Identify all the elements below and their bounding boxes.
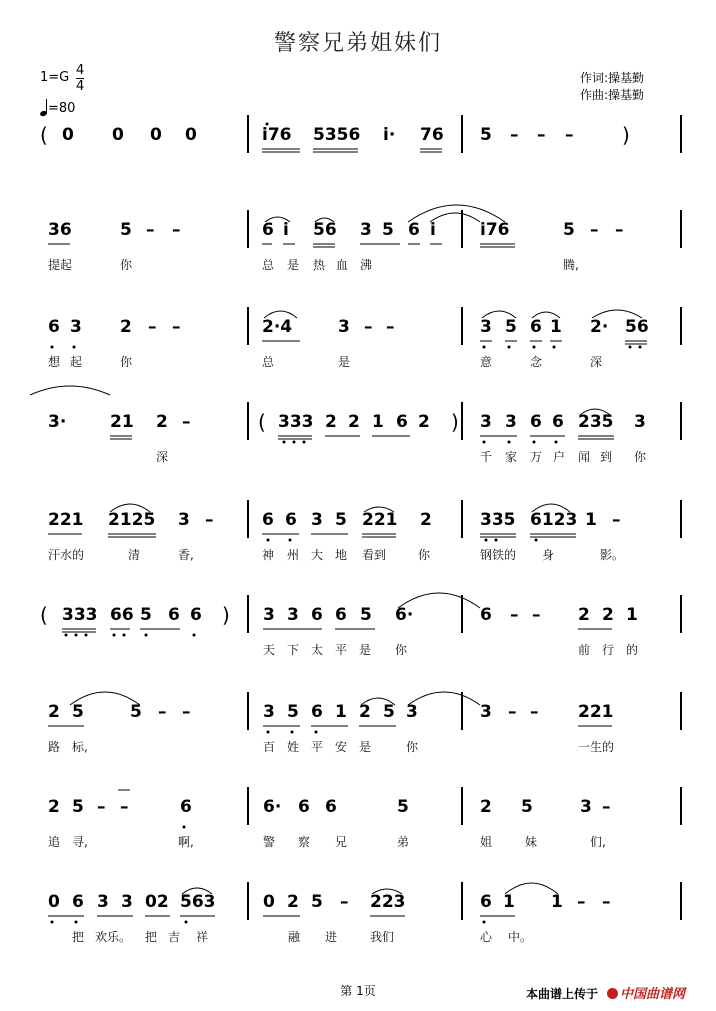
note: 3 <box>406 702 418 722</box>
lyric: 身 <box>542 548 555 562</box>
slur <box>182 888 212 894</box>
note: 6 <box>552 412 564 432</box>
note: 1 <box>551 892 563 912</box>
octave-dot <box>183 826 186 829</box>
note: 21 <box>110 412 134 432</box>
note: 0 <box>263 892 275 912</box>
octave-dot <box>267 731 270 734</box>
octave-dot <box>266 123 269 126</box>
octave-dot <box>555 441 558 444</box>
note: 6 <box>48 317 60 337</box>
slur <box>592 310 642 318</box>
note: 5 <box>311 892 323 912</box>
lyric: 欢乐。 <box>95 930 132 944</box>
lyric: 你 <box>120 258 133 272</box>
octave-dot <box>483 346 486 349</box>
note: 6 <box>396 412 408 432</box>
lyric: 们, <box>590 835 606 849</box>
note: 1 <box>372 412 384 432</box>
note: – <box>172 220 181 240</box>
slur <box>265 217 290 222</box>
note: – <box>120 797 129 817</box>
note: 6 <box>530 317 542 337</box>
close-paren: ) <box>622 123 630 147</box>
slur <box>70 692 140 705</box>
lyric: 千 <box>480 450 493 464</box>
note: 1 <box>626 605 638 625</box>
lyric: 看到 <box>362 548 387 562</box>
octave-dot <box>65 634 68 637</box>
octave-dot <box>289 539 292 542</box>
lyric: 你 <box>395 643 408 657</box>
octave-dot <box>535 539 538 542</box>
octave-dot <box>185 921 188 924</box>
lyric: 警 <box>263 835 276 849</box>
octave-dot <box>51 921 54 924</box>
octave-dot <box>495 539 498 542</box>
time-signature-top: 4 <box>76 63 85 78</box>
note: 335 <box>480 510 516 530</box>
lyric: 深 <box>156 450 169 464</box>
note: 76 <box>420 125 444 145</box>
octave-dot <box>533 346 536 349</box>
key-signature: 1=G <box>40 70 70 85</box>
note: 02 <box>145 892 169 912</box>
close-paren: ) <box>451 410 459 434</box>
slur <box>505 883 558 894</box>
lyric: 起 <box>70 355 83 369</box>
note: 2 <box>578 605 590 625</box>
note: 6· <box>395 605 414 625</box>
note: 2 <box>287 892 299 912</box>
note: 3 <box>287 605 299 625</box>
lyric: 追 <box>48 835 61 849</box>
note: 563 <box>180 892 216 912</box>
octave-dot <box>315 731 318 734</box>
lyric: 你 <box>120 355 133 369</box>
note: 3 <box>70 317 82 337</box>
octave-dot <box>145 634 148 637</box>
octave-dot <box>533 441 536 444</box>
note: 5 <box>397 797 409 817</box>
lyric: 是 <box>359 740 372 754</box>
note: – <box>602 892 611 912</box>
upload-note: 本曲谱上传于 <box>526 987 599 1001</box>
lyric: 意 <box>480 355 493 369</box>
note: 2 <box>480 797 492 817</box>
lyric: 姐 <box>480 835 493 849</box>
note: – <box>602 797 611 817</box>
open-paren: ( <box>40 123 48 147</box>
lyric: 是 <box>338 355 351 369</box>
lyric: 察 <box>298 835 311 849</box>
note: 2 <box>602 605 614 625</box>
note: 6 <box>180 797 192 817</box>
lyric: 大 <box>311 548 324 562</box>
note: 3 <box>505 412 517 432</box>
lyric: 你 <box>634 450 647 464</box>
lyric: 热 <box>313 258 326 272</box>
note: 5 <box>72 702 84 722</box>
note: 6 <box>285 510 297 530</box>
note: 2 <box>156 412 168 432</box>
note: 5 <box>521 797 533 817</box>
note: 223 <box>370 892 406 912</box>
note: 66 <box>110 605 134 625</box>
note: 6123 <box>530 510 578 530</box>
note: 6 <box>298 797 310 817</box>
note: – <box>590 220 599 240</box>
lyric: 天 <box>263 643 276 657</box>
note: – <box>510 605 519 625</box>
note: 6 <box>480 605 492 625</box>
note: 221 <box>578 702 614 722</box>
note: 3 <box>338 317 350 337</box>
octave-dot <box>629 346 632 349</box>
note: – <box>148 317 157 337</box>
note: 0 <box>62 125 74 145</box>
note: 0 <box>48 892 60 912</box>
slur <box>482 311 516 318</box>
note: 3· <box>48 412 67 432</box>
octave-dot <box>291 731 294 734</box>
octave-dot <box>75 634 78 637</box>
note: 3 <box>263 605 275 625</box>
lyric: 妹 <box>525 835 538 849</box>
lyric: 进 <box>325 930 338 944</box>
note: 1 <box>585 510 597 530</box>
open-paren: ( <box>258 410 266 434</box>
note: – <box>565 125 574 145</box>
slur <box>30 386 110 395</box>
note: – <box>508 702 517 722</box>
lyric: 祥 <box>196 930 209 944</box>
note: 56 <box>313 220 337 240</box>
note: 2 <box>348 412 360 432</box>
lyric: 深 <box>590 355 603 369</box>
lyric: 路 <box>48 740 61 754</box>
note: 6 <box>311 702 323 722</box>
slur <box>364 507 394 512</box>
lyric: 你 <box>418 548 431 562</box>
note: – <box>172 317 181 337</box>
slur <box>372 889 402 894</box>
note: – <box>537 125 546 145</box>
lyric: 州 <box>287 548 300 562</box>
lyric: 地 <box>335 548 348 562</box>
lyric: 我们 <box>370 930 395 944</box>
octave-dot <box>303 441 306 444</box>
note: 6 <box>262 510 274 530</box>
lyric: 平 <box>311 740 324 754</box>
octave-dot <box>483 441 486 444</box>
song-title: 警察兄弟姐妹们 <box>273 31 442 56</box>
slur <box>398 593 480 608</box>
note: i̇ <box>430 220 436 240</box>
octave-dot <box>508 441 511 444</box>
page-number: 第 1页 <box>340 984 376 998</box>
note: 6 <box>311 605 323 625</box>
note: 5 <box>335 510 347 530</box>
octave-dot <box>483 921 486 924</box>
lyric: 钢铁的 <box>480 548 517 562</box>
lyric: 百 <box>263 740 276 754</box>
note: 2 <box>48 797 60 817</box>
slur <box>532 504 570 512</box>
note: – <box>146 220 155 240</box>
note: 6 <box>480 892 492 912</box>
note: 3 <box>178 510 190 530</box>
note: i̇76 <box>262 125 292 145</box>
note: – <box>364 317 373 337</box>
note: 5 <box>383 702 395 722</box>
note: – <box>615 220 624 240</box>
lyric: 是 <box>359 643 372 657</box>
octave-dot <box>123 634 126 637</box>
slur <box>110 504 150 512</box>
lyric: 是 <box>287 258 300 272</box>
note: 6 <box>72 892 84 912</box>
lyric: 心 <box>480 930 493 944</box>
note: 5 <box>382 220 394 240</box>
lyric: 户 <box>553 450 566 464</box>
slur <box>580 409 610 415</box>
note: – <box>510 125 519 145</box>
note: 2 <box>48 702 60 722</box>
lyric: 标, <box>72 740 88 754</box>
octave-dot <box>51 346 54 349</box>
note: 3 <box>480 412 492 432</box>
note: 2· <box>590 317 609 337</box>
lyric: 下 <box>287 643 300 657</box>
lyric: 吉 <box>168 930 181 944</box>
octave-dot <box>85 634 88 637</box>
note: – <box>182 412 191 432</box>
close-paren: ) <box>222 603 230 627</box>
slur <box>264 311 297 318</box>
lyric: 提起 <box>48 258 73 272</box>
composer: 作曲:操基勤 <box>580 88 645 102</box>
note: 3 <box>311 510 323 530</box>
lyric: 前 <box>578 643 591 657</box>
note: 1 <box>503 892 515 912</box>
lyric: 腾, <box>563 258 579 272</box>
note: – <box>205 510 214 530</box>
note: 3 <box>97 892 109 912</box>
note: 3 <box>263 702 275 722</box>
octave-dot <box>193 634 196 637</box>
note: 5 <box>360 605 372 625</box>
note: – <box>158 702 167 722</box>
note: 6 <box>530 412 542 432</box>
note: 6· <box>263 797 282 817</box>
octave-dot <box>553 346 556 349</box>
note: 2 <box>359 702 371 722</box>
lyric: 安 <box>335 740 348 754</box>
note: 6 <box>325 797 337 817</box>
lyricist: 作词:操基勤 <box>580 71 645 85</box>
note: – <box>577 892 586 912</box>
lyric: 中。 <box>508 930 533 944</box>
note: 235 <box>578 412 614 432</box>
note: 0 <box>185 125 197 145</box>
lyric: 平 <box>335 643 348 657</box>
lyric: 把 <box>145 930 158 944</box>
note: – <box>340 892 349 912</box>
lyric: 总 <box>262 355 275 369</box>
note: 3 <box>580 797 592 817</box>
lyric: 兄 <box>335 835 348 849</box>
note: 3 <box>634 412 646 432</box>
lyric: 寻, <box>72 835 88 849</box>
note: 5 <box>120 220 132 240</box>
lyric: 你 <box>406 740 419 754</box>
lyric: 香, <box>178 548 194 562</box>
lyric: 的 <box>626 643 639 657</box>
note: 36 <box>48 220 72 240</box>
lyric: 血 <box>336 258 349 272</box>
note: 5 <box>287 702 299 722</box>
slur <box>430 213 480 222</box>
note: 221 <box>362 510 398 530</box>
note: 2 <box>120 317 132 337</box>
note: 6 <box>190 605 202 625</box>
note: 6 <box>262 220 274 240</box>
octave-dot <box>73 346 76 349</box>
note: – <box>386 317 395 337</box>
lyric: 行 <box>602 643 615 657</box>
lyric: 到 <box>600 450 613 464</box>
note: 3 <box>121 892 133 912</box>
open-paren: ( <box>40 603 48 627</box>
lyric: 想 <box>48 355 61 369</box>
note: i̇76 <box>480 220 510 240</box>
note: 333 <box>278 412 314 432</box>
note: 1 <box>335 702 347 722</box>
note: – <box>530 702 539 722</box>
note: 5 <box>72 797 84 817</box>
lyric: 沸 <box>360 258 373 272</box>
lyric: 万 <box>530 450 543 464</box>
note: 2 <box>325 412 337 432</box>
note: 6 <box>408 220 420 240</box>
slur <box>532 312 560 318</box>
lyric: 姓 <box>287 740 300 754</box>
octave-dot <box>113 634 116 637</box>
lyric: 一生的 <box>578 740 615 754</box>
note: 3 <box>480 317 492 337</box>
lyric: 神 <box>262 548 275 562</box>
lyric: 影。 <box>600 548 625 562</box>
lyric: 汗水的 <box>48 548 85 562</box>
note: 5 <box>505 317 517 337</box>
lyric: 弟 <box>397 835 410 849</box>
lyric: 融 <box>288 930 301 944</box>
note: 5 <box>130 702 142 722</box>
slur <box>315 218 334 222</box>
note: 0 <box>150 125 162 145</box>
note: 2125 <box>108 510 156 530</box>
note: 5 <box>480 125 492 145</box>
lyric: 闻 <box>578 450 591 464</box>
note: 221 <box>48 510 84 530</box>
tempo-value: =80 <box>48 101 76 116</box>
slur <box>408 692 480 705</box>
lyric: 家 <box>505 450 518 464</box>
note: 5 <box>563 220 575 240</box>
note: – <box>612 510 621 530</box>
note: 2 <box>420 510 432 530</box>
lyric: 啊, <box>178 835 194 849</box>
lyric: 念 <box>530 355 543 369</box>
octave-dot <box>485 539 488 542</box>
octave-dot <box>75 921 78 924</box>
site-name: 中国曲谱网 <box>620 987 686 1002</box>
note: 2 <box>418 412 430 432</box>
note: 3 <box>480 702 492 722</box>
note: 1 <box>550 317 562 337</box>
note: i̇· <box>383 125 396 145</box>
octave-dot <box>293 441 296 444</box>
octave-dot <box>639 346 642 349</box>
note: 6 <box>168 605 180 625</box>
note: 56 <box>625 317 649 337</box>
note: – <box>97 797 106 817</box>
octave-dot <box>508 346 511 349</box>
slur <box>361 698 395 705</box>
note: 2·4 <box>262 317 293 337</box>
note: 3 <box>360 220 372 240</box>
note: – <box>532 605 541 625</box>
note: 5356 <box>313 125 361 145</box>
note: 0 <box>112 125 124 145</box>
note: – <box>182 702 191 722</box>
lyric: 把 <box>72 930 85 944</box>
note: 333 <box>62 605 98 625</box>
lyric: 清 <box>128 548 141 562</box>
octave-dot <box>283 441 286 444</box>
note: 5 <box>140 605 152 625</box>
time-signature-bottom: 4 <box>76 79 85 94</box>
octave-dot <box>267 539 270 542</box>
lyric: 总 <box>262 258 275 272</box>
note: 6 <box>335 605 347 625</box>
lyric: 太 <box>311 643 324 657</box>
note: i̇ <box>283 220 289 240</box>
